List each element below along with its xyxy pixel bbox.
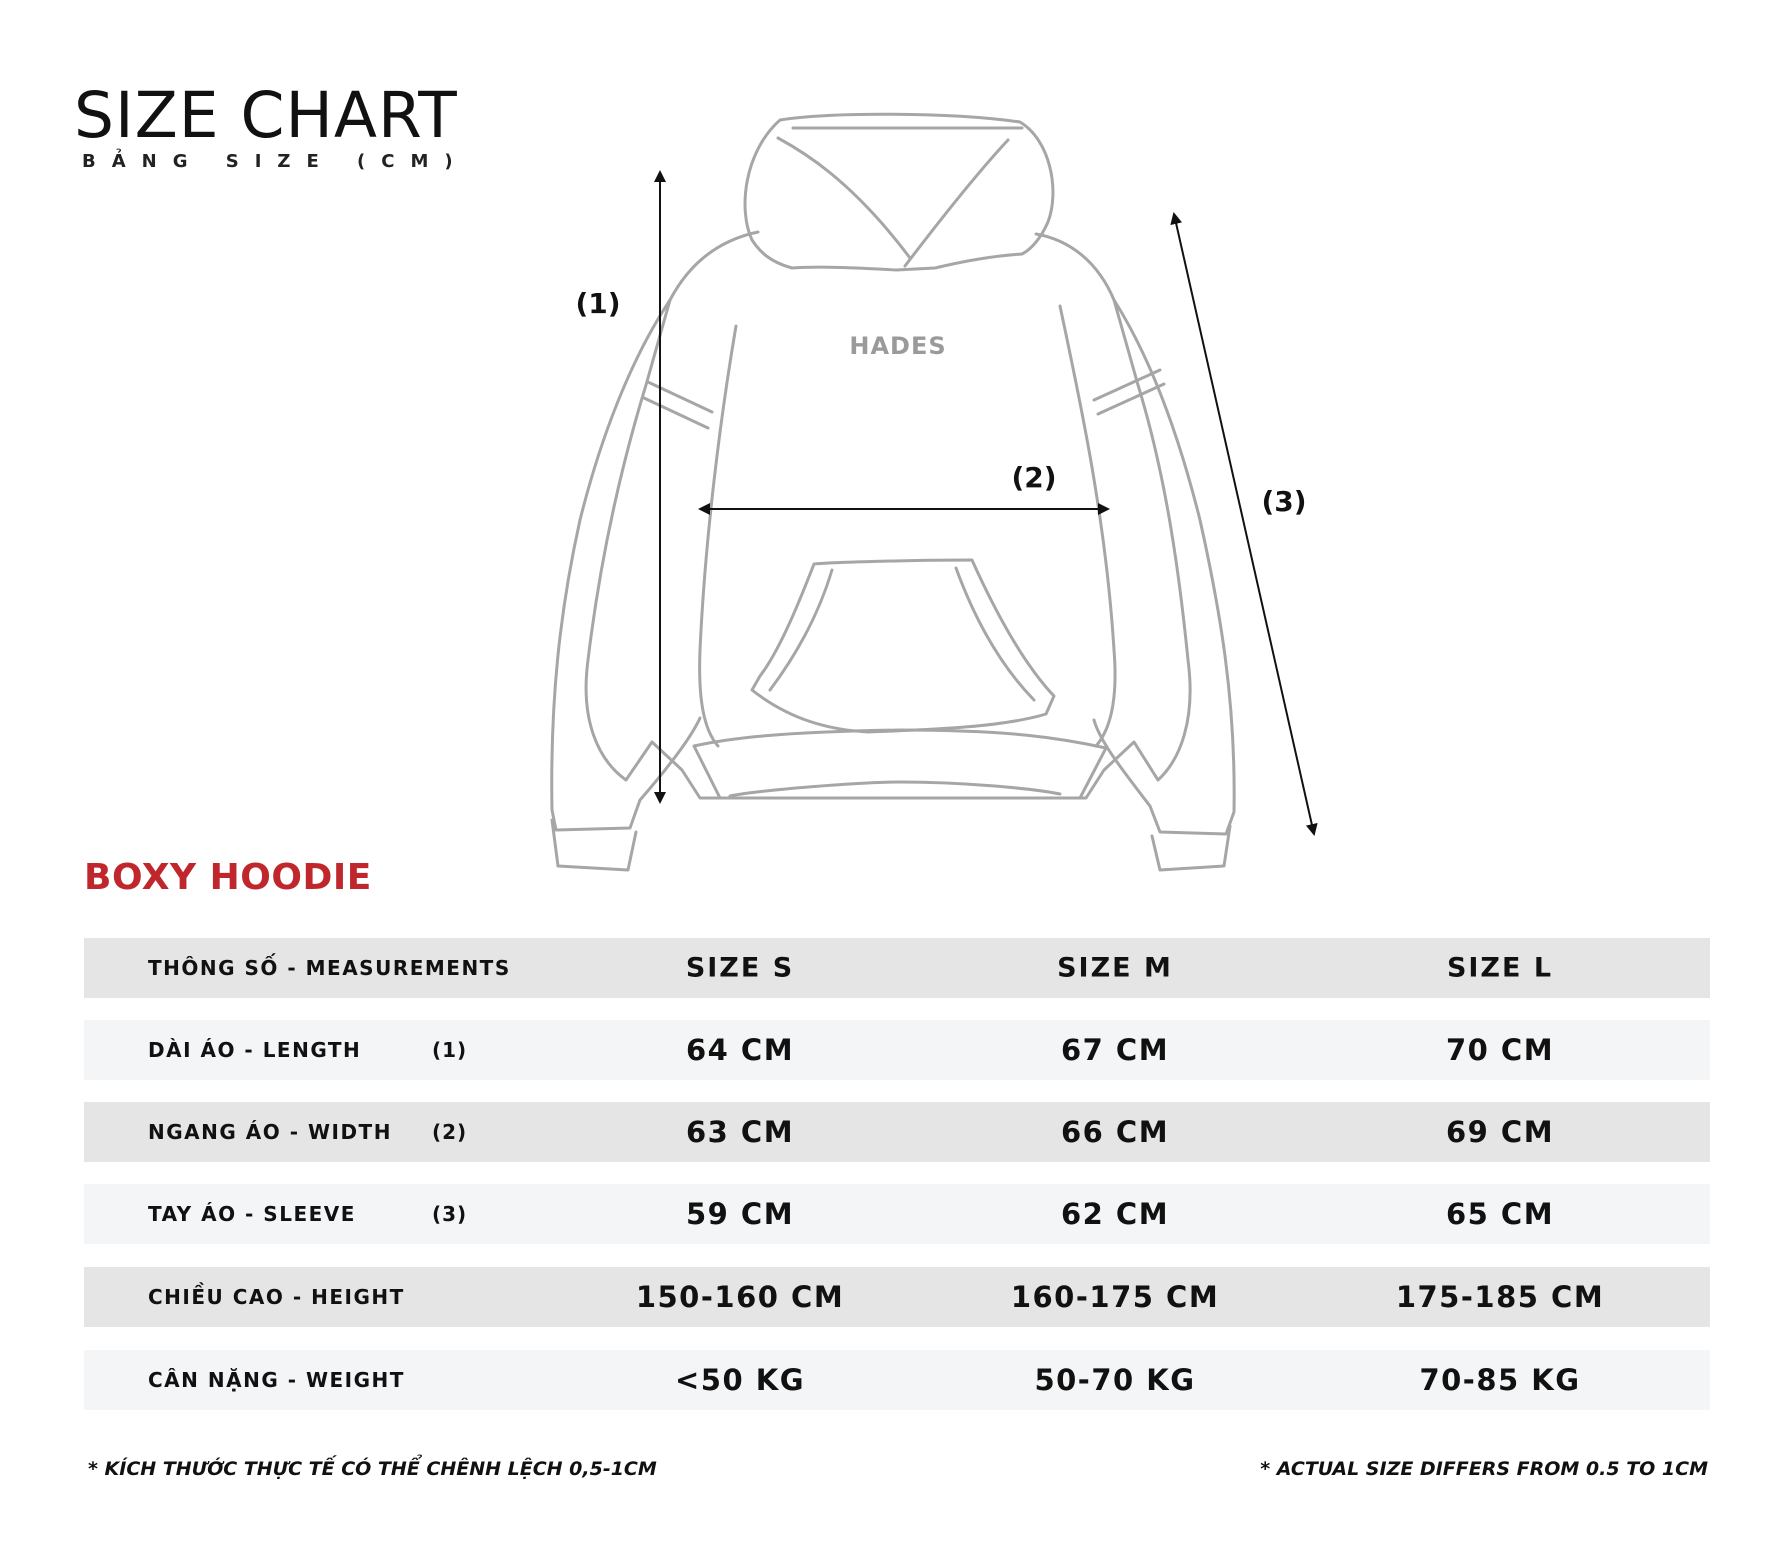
right-sleeve bbox=[1094, 300, 1234, 834]
row-ref: (2) bbox=[432, 1120, 468, 1144]
row-ref: (3) bbox=[432, 1202, 468, 1226]
row-ref: (1) bbox=[432, 1038, 468, 1062]
size-m-header: SIZE M bbox=[1057, 952, 1173, 984]
left-sleeve-stripe bbox=[644, 382, 712, 428]
value-size-m: 62 CM bbox=[1060, 1197, 1170, 1231]
hood-inner bbox=[778, 138, 910, 258]
value-size-m: 67 CM bbox=[1060, 1033, 1170, 1067]
value-size-l: 175-185 CM bbox=[1395, 1280, 1605, 1314]
value-size-m: 50-70 KG bbox=[1034, 1363, 1196, 1397]
tolerance-note-vietnamese: * KÍCH THƯỚC THỰC TẾ CÓ THỂ CHÊNH LỆCH 0,5-1CM bbox=[88, 1458, 657, 1480]
hood bbox=[745, 114, 1053, 270]
product-name: BOXY HOODIE bbox=[84, 857, 372, 898]
table-row-width bbox=[84, 1102, 1710, 1162]
kangaroo-pocket bbox=[752, 560, 1054, 732]
value-size-m: 66 CM bbox=[1060, 1115, 1170, 1149]
table-row-sleeve bbox=[84, 1184, 1710, 1244]
sleeve-arrow bbox=[1174, 214, 1314, 834]
table-header-row bbox=[84, 938, 1710, 998]
length-marker: (1) bbox=[575, 287, 621, 320]
page-subtitle: BẢNG SIZE (CM) bbox=[82, 151, 469, 172]
row-label: TAY ÁO - SLEEVE bbox=[148, 1202, 356, 1226]
table-row-length bbox=[84, 1020, 1710, 1080]
left-sleeve bbox=[552, 300, 700, 830]
value-size-s: 150-160 CM bbox=[635, 1280, 845, 1314]
value-size-l: 65 CM bbox=[1445, 1197, 1555, 1231]
value-size-l: 70 CM bbox=[1445, 1033, 1555, 1067]
hoodie-outline bbox=[552, 114, 1234, 870]
tolerance-note-english: * ACTUAL SIZE DIFFERS FROM 0.5 TO 1CM bbox=[1260, 1458, 1708, 1480]
table-row-weight bbox=[84, 1350, 1710, 1410]
value-size-m: 160-175 CM bbox=[1010, 1280, 1220, 1314]
value-size-l: 70-85 KG bbox=[1419, 1363, 1581, 1397]
row-label: CHIỀU CAO - HEIGHT bbox=[148, 1285, 405, 1309]
row-label: NGANG ÁO - WIDTH bbox=[148, 1120, 392, 1144]
hood-inner-2 bbox=[905, 140, 1008, 266]
row-label: DÀI ÁO - LENGTH bbox=[148, 1038, 362, 1062]
size-l-header: SIZE L bbox=[1446, 952, 1554, 984]
page-title: SIZE CHART bbox=[74, 79, 458, 152]
measurement-header: THÔNG SỐ - MEASUREMENTS bbox=[148, 956, 511, 980]
pocket-inner bbox=[770, 568, 1034, 700]
value-size-s: <50 KG bbox=[674, 1363, 806, 1397]
brand-logo: HADES bbox=[849, 332, 947, 360]
table-row-height bbox=[84, 1267, 1710, 1327]
left-body-seam bbox=[700, 326, 736, 746]
size-s-header: SIZE S bbox=[685, 952, 795, 984]
value-size-s: 64 CM bbox=[685, 1033, 795, 1067]
right-body-seam bbox=[1060, 306, 1115, 746]
sleeve-marker: (3) bbox=[1261, 485, 1307, 518]
waistband bbox=[694, 730, 1106, 798]
width-marker: (2) bbox=[1011, 461, 1057, 494]
row-label: CÂN NẶNG - WEIGHT bbox=[148, 1368, 405, 1392]
waistband-inner bbox=[730, 782, 1060, 796]
value-size-s: 63 CM bbox=[685, 1115, 795, 1149]
value-size-s: 59 CM bbox=[685, 1197, 795, 1231]
value-size-l: 69 CM bbox=[1445, 1115, 1555, 1149]
